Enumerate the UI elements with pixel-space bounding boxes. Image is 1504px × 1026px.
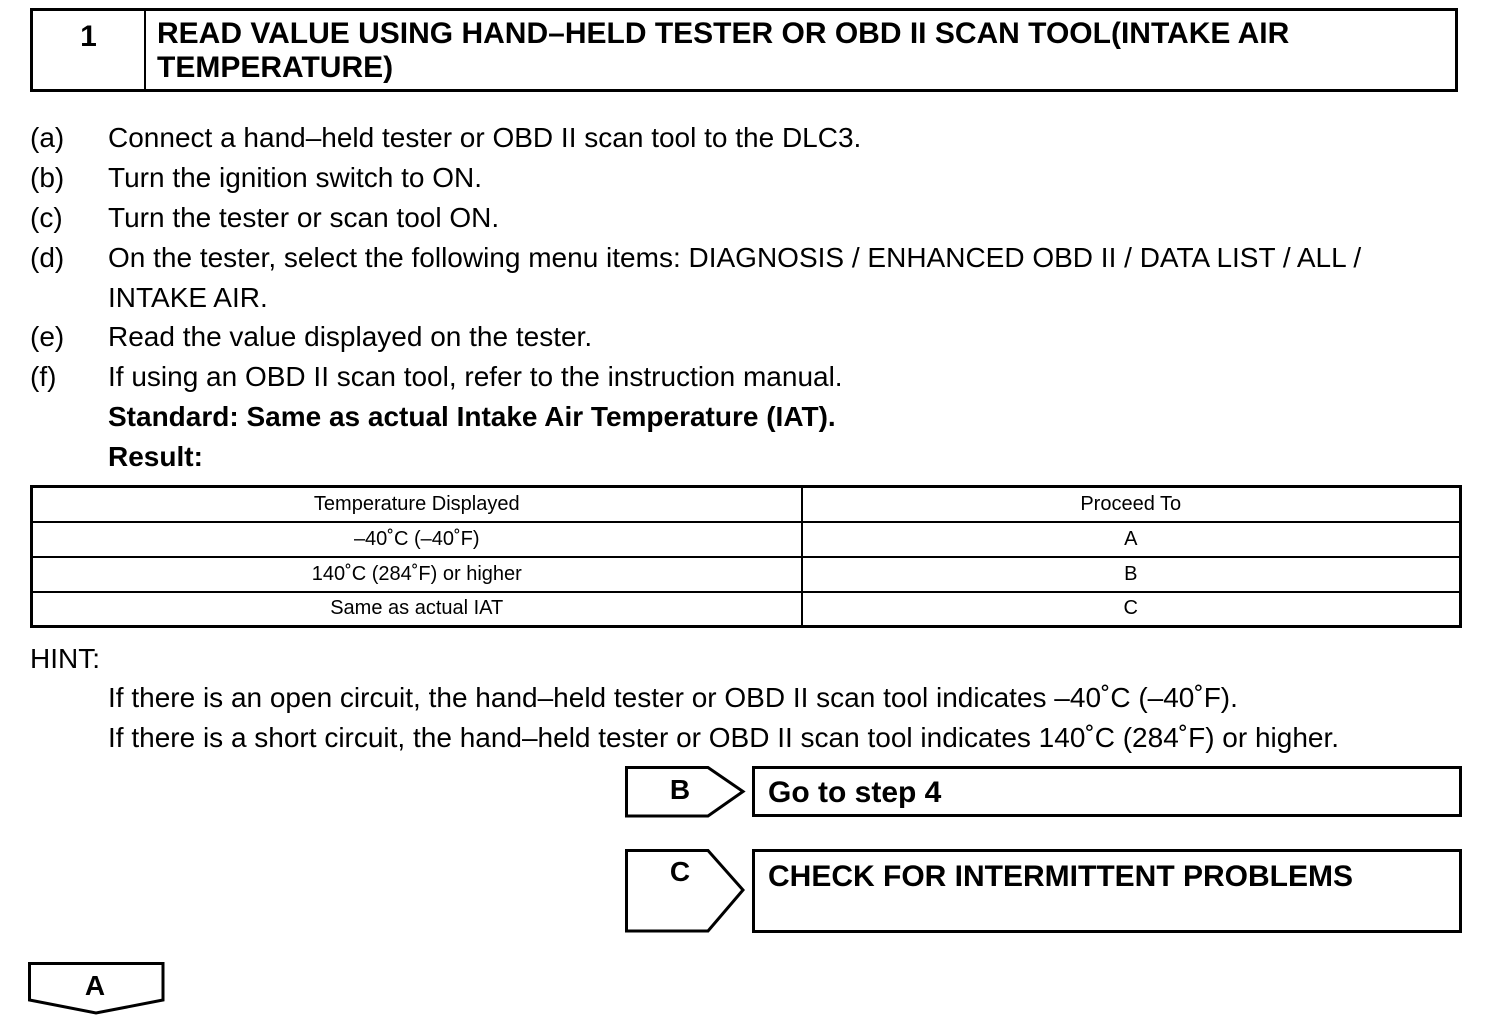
table-row bbox=[32, 522, 1461, 557]
column-header: Temperature Displayed bbox=[32, 487, 802, 522]
continue-letter: A bbox=[84, 970, 106, 1001]
instruction-letter: (e) bbox=[30, 321, 65, 352]
instruction-item bbox=[30, 198, 1470, 238]
step-header bbox=[30, 8, 1458, 92]
hint-label: HINT: bbox=[30, 643, 100, 674]
instruction-text: On the tester, select the following menu items: DIAGNOSIS / ENHANCED OBD II / DATA LIST / ALL / INTAKE AIR. bbox=[108, 242, 1362, 313]
hint-line: If there is a short circuit, the hand–held tester or OBD II scan tool indicates 140˚C (284˚F) or higher. bbox=[108, 722, 1340, 753]
instruction-text: If using an OBD II scan tool, refer to the instruction manual. bbox=[108, 361, 843, 392]
table-cell: 140˚C (284˚F) or higher bbox=[32, 557, 802, 592]
branch-letter: C bbox=[669, 856, 691, 887]
instruction-letter: (d) bbox=[30, 242, 65, 273]
hint-line: If there is an open circuit, the hand–held tester or OBD II scan tool indicates –40˚C (–40˚F). bbox=[108, 682, 1238, 713]
table-cell: B bbox=[802, 557, 1461, 592]
table-header-row bbox=[32, 487, 1461, 522]
branch-letter: B bbox=[669, 774, 691, 805]
table-cell: Same as actual IAT bbox=[32, 592, 802, 627]
instruction-item bbox=[30, 158, 1470, 198]
table-row bbox=[32, 557, 1461, 592]
instruction-text: Turn the tester or scan tool ON. bbox=[108, 202, 500, 233]
instruction-text: Read the value displayed on the tester. bbox=[108, 321, 593, 352]
step-title: READ VALUE USING HAND–HELD TESTER OR OBD II SCAN TOOL(INTAKE AIR TEMPERATURE) bbox=[157, 17, 1290, 84]
instruction-text: Connect a hand–held tester or OBD II scan tool to the DLC3. bbox=[108, 122, 862, 153]
table-cell: C bbox=[802, 592, 1461, 627]
result-label: Result: bbox=[108, 441, 203, 472]
table-cell: –40˚C (–40˚F) bbox=[32, 522, 802, 557]
table-row bbox=[32, 592, 1461, 627]
instruction-text: Turn the ignition switch to ON. bbox=[108, 162, 483, 193]
column-header: Proceed To bbox=[802, 487, 1461, 522]
instruction-letter: (b) bbox=[30, 162, 65, 193]
standard-text: Standard: Same as actual Intake Air Temperature (IAT). bbox=[108, 401, 836, 432]
instruction-item bbox=[30, 118, 1470, 158]
action-box: CHECK FOR INTERMITTENT PROBLEMS bbox=[752, 849, 1462, 933]
instruction-letter: (f) bbox=[30, 361, 57, 392]
instruction-item bbox=[30, 238, 1470, 318]
instruction-item bbox=[30, 357, 1470, 397]
instruction-item bbox=[30, 317, 1470, 357]
instruction-letter: (c) bbox=[30, 202, 63, 233]
instruction-letter: (a) bbox=[30, 122, 65, 153]
step-number: 1 bbox=[33, 11, 146, 89]
result-table bbox=[30, 485, 1462, 628]
table-cell: A bbox=[802, 522, 1461, 557]
action-box: Go to step 4 bbox=[752, 766, 1462, 817]
